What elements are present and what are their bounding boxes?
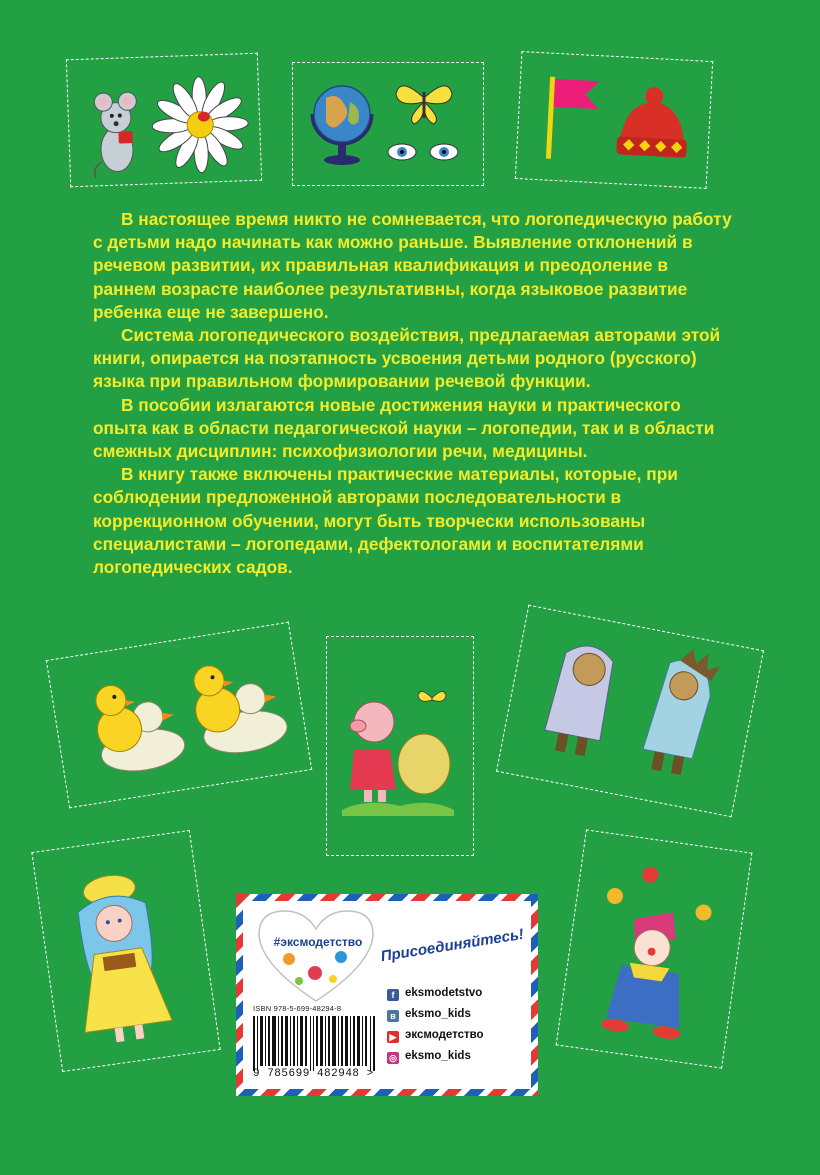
hashtag-label: #эксмодетство — [273, 935, 363, 949]
social-vk[interactable] — [387, 1008, 471, 1022]
social-instagram-label: eksmo_kids — [405, 1050, 471, 1062]
description-text — [93, 208, 733, 579]
barcode-number: 9 785699 482948 > — [253, 1068, 374, 1080]
paragraph-3: В пособии излагаются новые достижения науки и практического опыта как в области педагогической науки – логопедии, так и в области смежных дисциплин: психофизиологии речи, медицины. — [93, 394, 715, 462]
butterfly-icon — [396, 86, 452, 124]
hedgehog-icon — [541, 624, 722, 778]
card-mouse-daisy — [66, 53, 262, 188]
pig-icon — [342, 702, 454, 816]
butterfly-icon — [418, 691, 446, 701]
facebook-icon: f — [387, 989, 399, 1001]
paragraph-4: В книгу также включены практические материалы, которые, при соблюдении предложенной авторами последовательности в коррекционном обучении, могут быть творчески использованы специалистами – логопедами, дефектологами и воспитателями логопедических садов. — [93, 464, 678, 578]
card-chicks-ducks — [46, 622, 312, 809]
hat-icon — [616, 85, 690, 158]
promo-inner — [243, 901, 531, 1089]
card-clown — [556, 829, 753, 1068]
card-hedgehogs — [496, 605, 764, 818]
card-globe-butterfly-eyes — [292, 62, 484, 186]
card-pig — [326, 636, 474, 856]
card-doll — [31, 830, 220, 1072]
barcode-icon — [253, 1016, 379, 1071]
social-vk-label: eksmo_kids — [405, 1008, 471, 1020]
isbn-text: ISBN 978-5-699-48294-8 — [253, 1004, 342, 1013]
social-youtube[interactable] — [387, 1029, 484, 1043]
clown-icon — [588, 861, 716, 1042]
join-label: Присоединяйтесь! — [379, 925, 525, 966]
globe-icon — [312, 86, 372, 165]
vk-icon: в — [387, 1010, 399, 1022]
mouse-icon — [92, 92, 139, 178]
instagram-icon: ◎ — [387, 1052, 399, 1064]
social-youtube-label: эксмодетство — [405, 1029, 484, 1041]
doll-icon — [64, 870, 174, 1047]
promo-card — [236, 894, 538, 1096]
paragraph-1: В настоящее время никто не сомневается, что логопедическую работу с детьми надо начинать как можно раньше. Выявление отклонений в речевом развитии, их правильная квалификация и преодоление в раннем возрасте наиболее результативны, когда языковое развитие ребенка еще не завершено. — [93, 209, 732, 322]
social-instagram[interactable] — [387, 1050, 471, 1064]
daisy-icon — [151, 75, 250, 174]
social-facebook[interactable] — [387, 987, 482, 1001]
heart-icon — [251, 905, 381, 1005]
paragraph-2: Система логопедического воздействия, предлагаемая авторами этой книги, опирается на поэтапность усвоения детьми родного (русского) языка при правильном формировании речевой функции. — [93, 325, 721, 392]
social-facebook-label: eksmodetstvo — [405, 987, 483, 999]
youtube-icon: ▶ — [387, 1031, 399, 1043]
eyes-icon — [388, 144, 458, 160]
flag-icon — [546, 77, 600, 162]
card-flag-hat — [515, 51, 713, 189]
